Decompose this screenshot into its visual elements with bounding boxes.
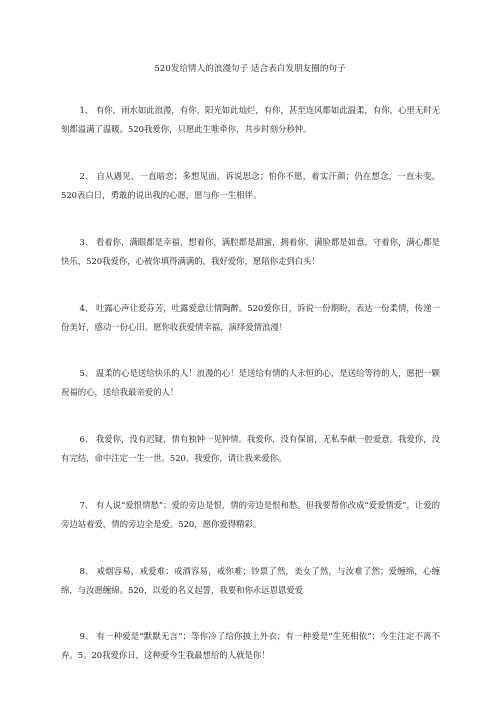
paragraph-1: 1、 有你，雨水如此浪漫，有你，阳光如此灿烂，有你，甚至连风都如此温柔，有你，心里无时无刻都溢满了温暖。520我爱你，只愿此生唯牵你，共步时刻分秒钟。 <box>61 105 440 134</box>
paragraph-9: 9、 有一种爱是“默默无言”；等你冷了给你披上外衣；有一种爱是“生死相依”；今生注定不离不弃。5。20我爱你日，这种爱今生我最想给的人就是你！ <box>61 631 440 660</box>
paragraph-8: 8、 戒烟容易，戒爱难；戒酒容易，戒你难；钞票了然，美女了然，与汝难了然；爱缠绵，心缠绵，与汝愿缠绵。520，以爱的名义起誓，我要和你永远恩恩爱爱 <box>61 566 440 595</box>
paragraph-2: 2、 自从遇见，一直暗恋；多想见面，诉说思念；怕你不愿，着实汗颜；仍在想念，一直未变。520表白日，勇敢的说出我的心愿，愿与你一生相伴。 <box>61 171 440 200</box>
paragraph-4: 4、 吐露心声让爱芬芳，吐露爱意让情陶醉。520爱你日，诉说一份期盼，表达一份柔情，传递一份美好，感动一份心田。愿你收获爱情幸福，演绎爱情浪漫！ <box>61 303 440 332</box>
paragraph-7: 7、 有人说“爱恨情愁”；爱的旁边是恨，情的旁边是恨和愁。但我要帮你改成“爱爱情爱”，让爱的旁边站着爱，情的旁边全是爱。520，愿你爱得精彩。 <box>61 500 440 529</box>
paragraph-3: 3、 看着你，满眼都是幸福，想着你，满腔都是甜蜜，拥着你，满脸都是如意，守着你，满心都是快乐，520我爱你，心被你填得满满的，我好爱你，愿陪你走到白头！ <box>61 237 440 266</box>
page-title: 520发给情人的浪漫句子 适合表白发朋友圈的句子 <box>154 64 346 74</box>
paragraph-5: 5、 温柔的心是送给快乐的人！浪漫的心！是送给有情的人永恒的心，是送给等待的人，愿把一颗祝福的心，送给我最亲爱的人！ <box>61 368 440 397</box>
paragraph-6: 6、 我爱你，没有迟疑，情有独钟一见钟情。我爱你，没有保留，无私奉献一腔爱意。我爱你，没有完结，命中注定一生一世。520，我爱你，请让我来爱你。 <box>61 434 440 463</box>
